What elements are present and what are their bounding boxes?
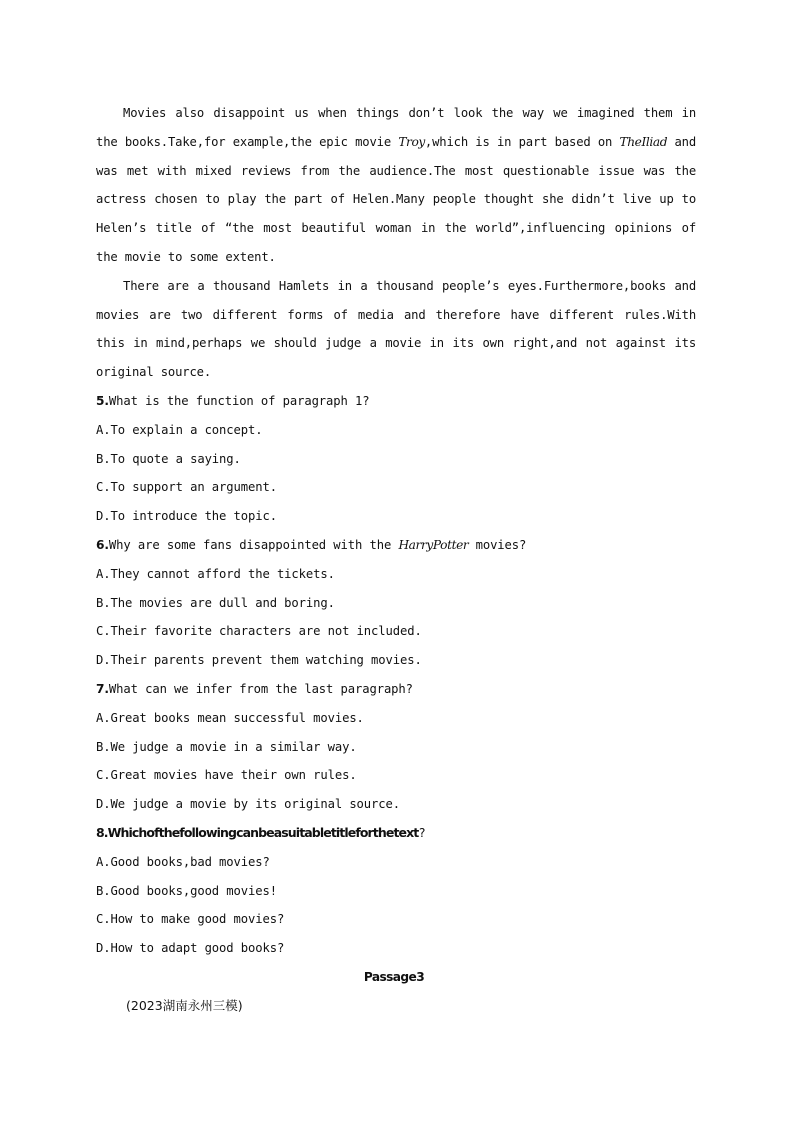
question-8-text: 8.Whichofthefollowingcanbeasuitabletitleforthetext bbox=[96, 824, 419, 840]
question-8-stem bbox=[96, 819, 696, 848]
question-6-option-d: D.Their parents prevent them watching movies. bbox=[96, 653, 422, 668]
book-title-iliad: TheIliad bbox=[619, 134, 668, 149]
movie-title-troy: Troy bbox=[398, 134, 425, 149]
question-6-text-a: Why are some fans disappointed with the bbox=[108, 537, 399, 552]
passage-3-source: (2023湖南永州三模) bbox=[126, 997, 243, 1013]
document-page bbox=[96, 99, 696, 1021]
question-6-option-c: C.Their favorite characters are not included. bbox=[96, 624, 422, 639]
question-7-text: What can we infer from the last paragraph? bbox=[108, 681, 413, 696]
question-5-text: What is the function of paragraph 1? bbox=[108, 393, 370, 408]
question-8-option-c: C.How to make good movies? bbox=[96, 912, 285, 927]
question-8-option-a: A.Good books,bad movies? bbox=[96, 854, 270, 869]
paragraph-1-text-a: Movies also disappoint us when things don’t look the way we imagined them in the books.Take,for example,the epic movie bbox=[96, 106, 696, 149]
question-6-option-b: B.The movies are dull and boring. bbox=[96, 595, 335, 610]
paragraph-1-text-c: and was met with mixed reviews from the audience.The most questionable issue was the actress chosen to play the part of Helen.Many people thought she didn’t live up to Helen’s title of “the most beautiful woman in the world”,influencing opinions of the movie to some extent. bbox=[96, 134, 697, 264]
paragraph-1 bbox=[96, 99, 696, 272]
question-5-option-c: C.To support an argument. bbox=[96, 480, 277, 495]
question-8-qmark: ? bbox=[418, 825, 426, 840]
question-7-option-d: D.We judge a movie by its original source. bbox=[96, 797, 400, 812]
question-6-stem bbox=[96, 531, 696, 560]
question-5-option-a: A.To explain a concept. bbox=[96, 422, 263, 437]
question-5-stem bbox=[96, 387, 696, 416]
passage-3-title: Passage3 bbox=[363, 969, 425, 984]
question-7-stem bbox=[96, 675, 696, 704]
question-8-option-d: D.How to adapt good books? bbox=[96, 941, 285, 956]
book-title-harry-potter: HarryPotter bbox=[398, 537, 469, 552]
question-5-number: 5. bbox=[96, 393, 109, 408]
question-8-option-b: B.Good books,good movies! bbox=[96, 883, 277, 898]
question-7-option-a: A.Great books mean successful movies. bbox=[96, 710, 364, 725]
question-7-number: 7. bbox=[96, 681, 109, 696]
paragraph-2: There are a thousand Hamlets in a thousand people’s eyes.Furthermore,books and movies are two different forms of media and therefore have different rules.With this in mind,perhaps we should judge a movie in its own right,and not against its original source. bbox=[96, 278, 696, 380]
question-6-number: 6. bbox=[96, 537, 109, 552]
question-7-option-b: B.We judge a movie in a similar way. bbox=[96, 739, 357, 754]
question-6-option-a: A.They cannot afford the tickets. bbox=[96, 566, 335, 581]
question-5-option-d: D.To introduce the topic. bbox=[96, 509, 277, 524]
question-5-option-b: B.To quote a saying. bbox=[96, 451, 241, 466]
paragraph-1-text-b: ,which is in part based on bbox=[424, 134, 620, 149]
question-7-option-c: C.Great movies have their own rules. bbox=[96, 768, 357, 783]
question-6-text-b: movies? bbox=[468, 537, 527, 552]
